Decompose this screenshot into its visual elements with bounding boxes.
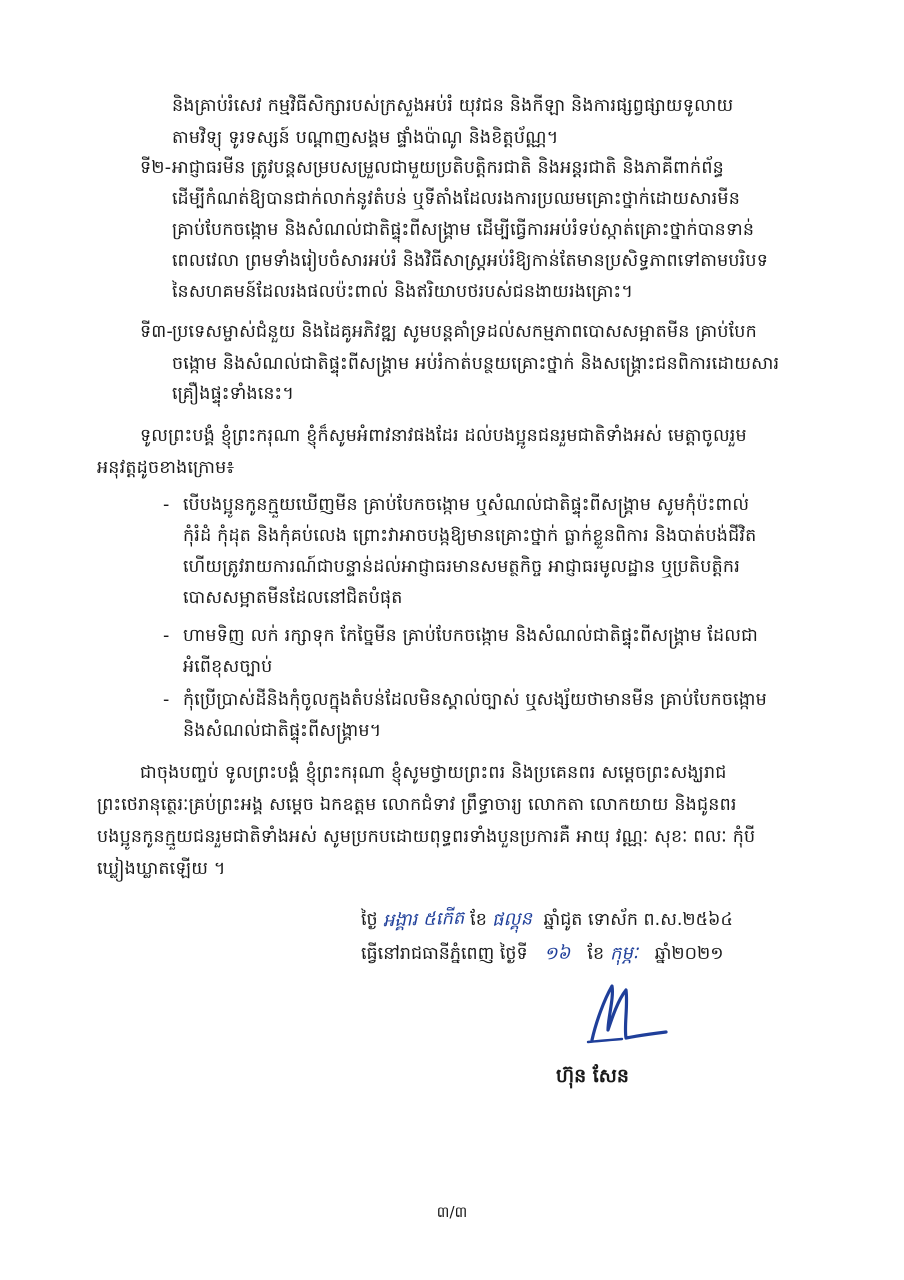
place-date-prefix: ធ្វើនៅរាជធានីភ្នំពេញ ថ្ងៃទី: [361, 944, 528, 964]
item-line: នៃសហគមន៍ដែលរងផលប៉ះពាល់ និងឥរិយាបថរបស់ជនងាយរងគ្រោះ។: [172, 282, 634, 302]
paragraph-line: ឃ្លៀងឃ្លាតឡើយ ។: [97, 859, 226, 879]
paragraph-line: ទូលព្រះបង្គំ ខ្ញុំព្រះករុណា ខ្ញុំក៏សូមអំពាវនាវផងដែរ ដល់បងប្អូនជនរួមជាតិទាំងអស់ មេត្តាចូលរួម: [140, 426, 747, 446]
item-line: ចង្កោម និងសំណល់ជាតិផ្ទុះពីសង្គ្រាម អប់រំកាត់បន្ថយគ្រោះថ្នាក់ និងសង្គ្រោះជនពិការដោយសារ: [172, 354, 780, 374]
lunar-year: ឆ្នាំជូត ទោស័ក ព.ស.២៥៦៤: [543, 910, 733, 930]
bullet-line: បោសសម្អាតមីនដែលនៅជិតបំផុត: [183, 588, 403, 608]
paragraph-line: ជាចុងបញ្ចប់ ទូលព្រះបង្គំ ខ្ញុំព្រះករុណា ខ្ញុំសូមថ្វាយព្រះពរ និងប្រគេនពរ សម្តេចព្រះសង្ឃរាជ: [140, 763, 727, 783]
lunar-date-prefix: ថ្ងៃ: [361, 910, 378, 930]
solar-date-line: [361, 941, 724, 968]
solar-month-label: ខែ: [587, 944, 605, 964]
solar-month-handwritten: កុម្ភៈ: [609, 942, 639, 965]
lunar-month-label: ខែ: [470, 910, 487, 930]
bullet-mark: -: [163, 495, 170, 515]
lunar-date-line: [361, 907, 733, 934]
item-line: អាជ្ញាធរមីន ត្រូវបន្តសម្របសម្រួលជាមួយប្រតិបត្តិករជាតិ និងអន្តរជាតិ និងភាគីពាក់ព័ន្ធ: [172, 158, 724, 178]
solar-year: ឆ្នាំ២០២១: [654, 944, 724, 964]
paragraph-line: ព្រះថេរានុត្ថេរៈគ្រប់ព្រះអង្គ សម្តេច ឯកឧត្តម លោកជំទាវ ព្រឹទ្ធាចារ្យ លោកតា លោកយាយ និងជូនពរ: [97, 795, 737, 815]
solar-day-handwritten: ១៦: [543, 942, 572, 965]
signature-icon: [578, 978, 670, 1054]
item-label: ទី២-: [140, 158, 172, 178]
bullet-line: បើបងប្អូនកូនក្មួយឃើញមីន គ្រាប់បែកចង្កោម ឬសំណល់ជាតិផ្ទុះពីសង្គ្រាម សូមកុំប៉ះពាល់: [183, 495, 750, 515]
paragraph-line: អនុវត្តដូចខាងក្រោម៖: [97, 458, 235, 478]
lunar-day-handwritten: អង្គារ ៥កើត: [382, 907, 465, 932]
item-label: ទី៣-: [140, 322, 173, 342]
page-number: ៣/៣: [436, 1203, 468, 1221]
bullet-line: អំពើខុសច្បាប់: [183, 657, 273, 677]
item-line: ប្រទេសម្ចាស់ជំនួយ និងដៃគូអភិវឌ្ឍ សូមបន្តគាំទ្រដល់សកម្មភាពបោសសម្អាតមីន គ្រាប់បែក: [172, 322, 757, 342]
item-line: ពេលវេលា ព្រមទាំងរៀបចំសារអប់រំ និងវិធីសាស្រ្តអប់រំឱ្យកាន់តែមានប្រសិទ្ធភាពទៅតាមបរិបទ: [172, 251, 769, 271]
bullet-line: ហើយត្រូវរាយការណ៍ជាបន្ទាន់ដល់អាជ្ញាធរមានសមត្ថកិច្ច អាជ្ញាធរមូលដ្ឋាន ឬប្រតិបត្តិករ: [183, 557, 740, 577]
bullet-line: និងសំណល់ជាតិផ្ទុះពីសង្គ្រាម។: [183, 721, 382, 741]
bullet-line: កុំរំដំ កុំដុត និងកុំគប់លេង ព្រោះវាអាចបង្កឱ្យមានគ្រោះថ្នាក់ ធ្លាក់ខ្លួនពិការ និងបាត់បង់ជីវិត: [183, 526, 757, 546]
item-line: ដើម្បីកំណត់ឱ្យបានជាក់លាក់នូវតំបន់ ឬទីតាំងដែលរងការប្រឈមគ្រោះថ្នាក់ដោយសារមីន: [172, 189, 741, 209]
bullet-mark: -: [163, 626, 170, 646]
bullet-line: កុំប្រើប្រាស់ដីនិងកុំចូលក្នុងតំបន់ដែលមិនស្គាល់ច្បាស់ ឬសង្ស័យថាមានមីន គ្រាប់បែកចង្កោម: [183, 690, 767, 710]
bullet-line: ហាមទិញ លក់ រក្សាទុក កែច្នៃមីន គ្រាប់បែកចង្កោម និងសំណល់ជាតិផ្ទុះពីសង្គ្រាម ដែលជា: [183, 626, 758, 646]
signer-name: ហ៊ុន សែន: [556, 1065, 629, 1087]
item-line: គ្រឿងផ្ទុះទាំងនេះ។: [172, 384, 295, 404]
paragraph-line: តាមវិទ្យុ ទូរទស្សន៍ បណ្ដាញសង្គម ផ្ទាំងប៉ាណូ និងខិត្តប័ណ្ណ។: [172, 128, 559, 148]
paragraph-line: និងគ្រាប់រំសេវ កម្មវិធីសិក្សារបស់ក្រសួងអប់រំ យុវជន និងកីឡា និងការផ្សព្វផ្សាយទូលាយ: [172, 96, 734, 116]
bullet-mark: -: [163, 690, 170, 710]
paragraph-line: បងប្អូនកូនក្មួយជនរួមជាតិទាំងអស់ សូមប្រកបដោយពុទ្ធពរទាំងបួនប្រការគឺ អាយុ វណ្ណៈ សុខៈ ពលៈ កុំបី: [97, 827, 756, 847]
lunar-month-handwritten: ផល្គុន: [492, 908, 533, 931]
item-line: គ្រាប់បែកចង្កោម និងសំណល់ជាតិផ្ទុះពីសង្គ្រាម ដើម្បីធ្វើការអប់រំទប់ស្កាត់គ្រោះថ្នាក់បានទាន់: [172, 220, 755, 240]
